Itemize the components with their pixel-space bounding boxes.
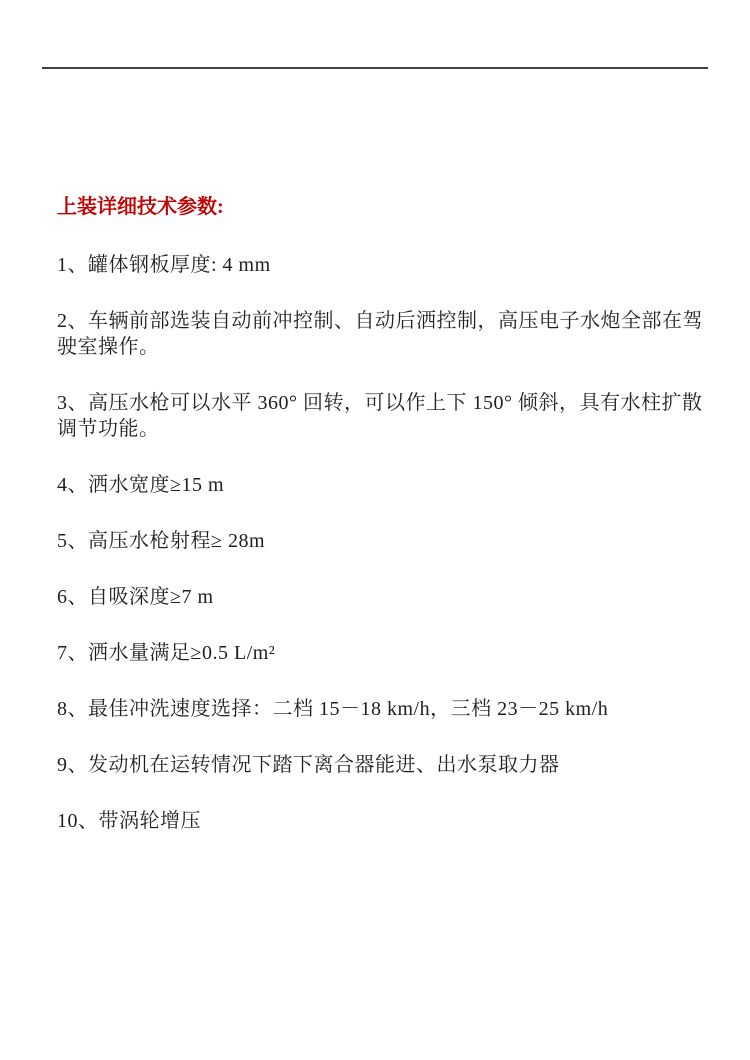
list-item-2: 2、车辆前部选装自动前冲控制、自动后洒控制，高压电子水炮全部在驾驶室操作。 bbox=[57, 310, 703, 358]
section-heading: 上装详细技术参数: bbox=[57, 196, 224, 218]
list-item-1: 1、罐体钢板厚度: 4 mm bbox=[57, 254, 271, 276]
header-divider-rule bbox=[42, 67, 708, 69]
list-item-4: 4、洒水宽度≥15 m bbox=[57, 474, 225, 496]
list-item-6: 6、自吸深度≥7 m bbox=[57, 586, 214, 608]
list-item-8: 8、最佳冲洗速度选择：二档 15－18 km/h，三档 23－25 km/h bbox=[57, 698, 609, 720]
list-item-7: 7、洒水量满足≥0.5 L/m² bbox=[57, 642, 276, 664]
list-item-9: 9、发动机在运转情况下踏下离合器能进、出水泵取力器 bbox=[57, 754, 560, 776]
list-item-5: 5、高压水枪射程≥ 28m bbox=[57, 530, 266, 552]
document-body bbox=[0, 194, 750, 834]
list-item-10: 10、带涡轮增压 bbox=[57, 810, 201, 832]
list-item-3: 3、高压水枪可以水平 360° 回转，可以作上下 150° 倾斜，具有水柱扩散调节功能。 bbox=[57, 392, 703, 440]
